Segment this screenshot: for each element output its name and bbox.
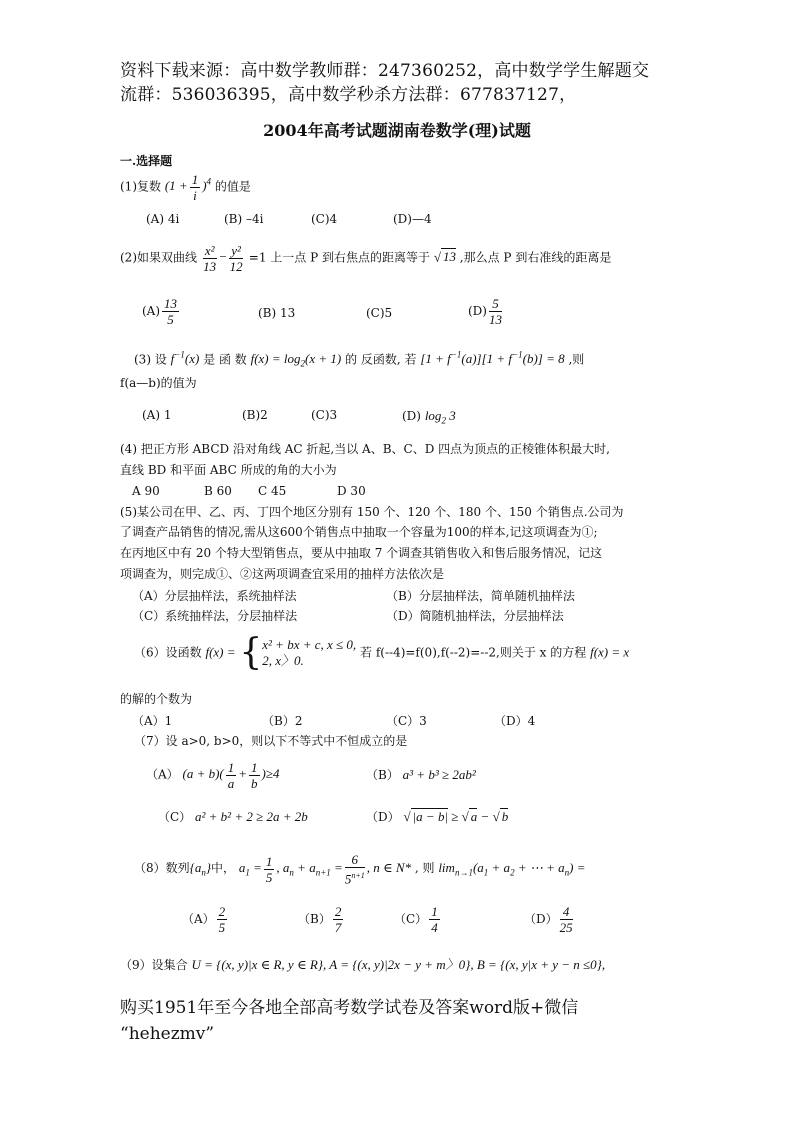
q4-line1: (4) 把正方形 ABCD 沿对角线 AC 折起,当以 A、B、C、D 四点为顶点的正棱锥体积最大时, xyxy=(120,442,610,456)
q5-option-d: （D）简随机抽样法，分层抽样法 xyxy=(386,609,564,623)
q1-prefix: (1)复数 xyxy=(120,179,161,194)
q1-option-c: (C)4 xyxy=(311,212,338,226)
q2-formula: $\frac{\text{x²}}{13}$ − $\frac{\text{y²}}{12}$ xyxy=(203,243,243,274)
q4-option-d: D 30 xyxy=(337,484,366,498)
q3-option-c: (C)3 xyxy=(311,408,338,422)
q2-sqrt: √ 13 xyxy=(433,249,456,265)
source-header-line1: 资料下载来源：高中数学教师群：247360252，高中数学学生解题交 xyxy=(120,61,650,81)
page-title: 2004年高考试题湖南卷数学(理)试题 xyxy=(263,121,531,140)
q5-option-c: （C）系统抽样法，分层抽样法 xyxy=(132,609,298,623)
q1-option-a: (A) 4i xyxy=(146,212,180,226)
q3-option-a: (A) 1 xyxy=(142,408,172,422)
q6-line2: 的解的个数为 xyxy=(120,692,193,706)
q7-option-d: （D） √ |a − b| ≥ √ a − √ b xyxy=(366,809,509,824)
question-9: （9）设集合 U = {(x, y)|x ∈ R, y ∈ R}, A = {(x, y)|2x − y + m〉0}, B = {(x, y|x + y − n ≤0}, xyxy=(120,957,606,972)
question-2 xyxy=(120,243,611,274)
q4-option-c: C 45 xyxy=(258,484,287,498)
footer-line2: “hehezmv” xyxy=(120,1024,215,1044)
q2-suffix: =1 上一点 P 到右焦点的距离等于 xyxy=(248,250,430,265)
q8-option-d: （D） $\frac{4}{25}$ xyxy=(524,904,573,935)
q3-option-d: (D) $\log_2 3$ xyxy=(402,408,456,426)
question-1 xyxy=(120,172,251,203)
q6-option-a: （A）1 xyxy=(132,714,173,728)
q1-option-b: (B) –4i xyxy=(224,212,264,226)
q5-option-a: （A）分层抽样法，系统抽样法 xyxy=(132,589,297,603)
section-heading: 一.选择题 xyxy=(120,154,173,168)
q3-option-b: (B)2 xyxy=(242,408,268,422)
q6-option-b: （B）2 xyxy=(262,714,303,728)
q1-suffix: 的值是 xyxy=(214,179,251,194)
q2-option-d: (D) $\frac{5}{13}$ xyxy=(468,296,502,327)
q8-option-c: （C） $\frac{1}{4}$ xyxy=(394,904,438,935)
question-3: (3) 设 $f^{-1}(x)$ 是 函 数 $f(x) = \log_2(x + 1)$ 的 反函数, 若 $[1 + f^{-1}(a)][1 + f^{-1}(b)] = 8$ ,则 xyxy=(134,350,585,369)
q5-line3: 在丙地区中有 20 个特大型销售点，要从中抽取 7 个调查其销售收入和售后服务情况，记这 xyxy=(120,546,603,560)
question-6: （6）设函数 f(x) = {x² + bx + c, x ≤ 0, 2, x〉0. 若 f(--4)=f(0),f(--2)=--2,则关于 x 的方程 f(x) = x xyxy=(134,632,630,673)
q5-line1: (5)某公司在甲、乙、丙、丁四个地区分别有 150 个、120 个、180 个、150 个销售点.公司为 xyxy=(120,505,624,519)
q4-option-a: A 90 xyxy=(132,484,160,498)
question-8: （8）数列$\{a_n\}$中， $a_1$ = $\frac{1}{5}$ , $a_n + a_{n+1}$ = $\frac{6}{5^{n+1}}$ , n ∈ N* , 则 $\lim_{n\to 1}(a_1 + a_2$ + ⋯ + $a_n$) = xyxy=(134,852,586,887)
q2-prefix: (2)如果双曲线 xyxy=(120,250,197,265)
q1-formula: (1 + $\frac{1}{i}$ )$^4$ xyxy=(164,172,212,203)
q8-option-b: （B） $\frac{2}{7}$ xyxy=(298,904,342,935)
q5-line4: 项调查为，则完成①、②这两项调查宜采用的抽样方法依次是 xyxy=(120,567,445,581)
q8-option-a: （A） $\frac{2}{5}$ xyxy=(182,904,226,935)
q5-option-b: （B）分层抽样法，简单随机抽样法 xyxy=(386,589,575,603)
q6-option-d: （D）4 xyxy=(494,714,536,728)
q2-option-a: (A) $\frac{13}{5}$ xyxy=(142,296,178,327)
q7-option-a: （A） (a + b)( $\frac{1}{a}$ + $\frac{1}{b}$ )≥4 xyxy=(146,760,280,791)
question-7: （7）设 a>0, b>0，则以下不等式中不恒成立的是 xyxy=(134,734,408,748)
q2-suffix2: ,那么点 P 到右准线的距离是 xyxy=(459,250,612,265)
q7-option-c: （C） a² + b² + 2 ≥ 2a + 2b xyxy=(158,809,308,824)
source-header-line2: 流群：536036395，高中数学秒杀方法群：677837127， xyxy=(120,85,577,105)
q1-option-d: (D)—4 xyxy=(393,212,432,226)
q2-option-c: (C)5 xyxy=(366,306,393,320)
q4-option-b: B 60 xyxy=(204,484,232,498)
q5-line2: 了调查产品销售的情况,需从这600个销售点中抽取一个容量为100的样本,记这项调查为①; xyxy=(120,525,598,539)
q3-line2: f(a—b)的值为 xyxy=(120,376,197,390)
q7-option-b: （B） a³ + b³ ≥ 2ab² xyxy=(366,767,476,782)
q2-option-b: (B) 13 xyxy=(258,306,296,320)
q4-line2: 直线 BD 和平面 ABC 所成的角的大小为 xyxy=(120,463,337,477)
q6-option-c: （C）3 xyxy=(386,714,427,728)
footer-line1: 购买1951年至今各地全部高考数学试卷及答案word版+微信 xyxy=(120,998,579,1018)
